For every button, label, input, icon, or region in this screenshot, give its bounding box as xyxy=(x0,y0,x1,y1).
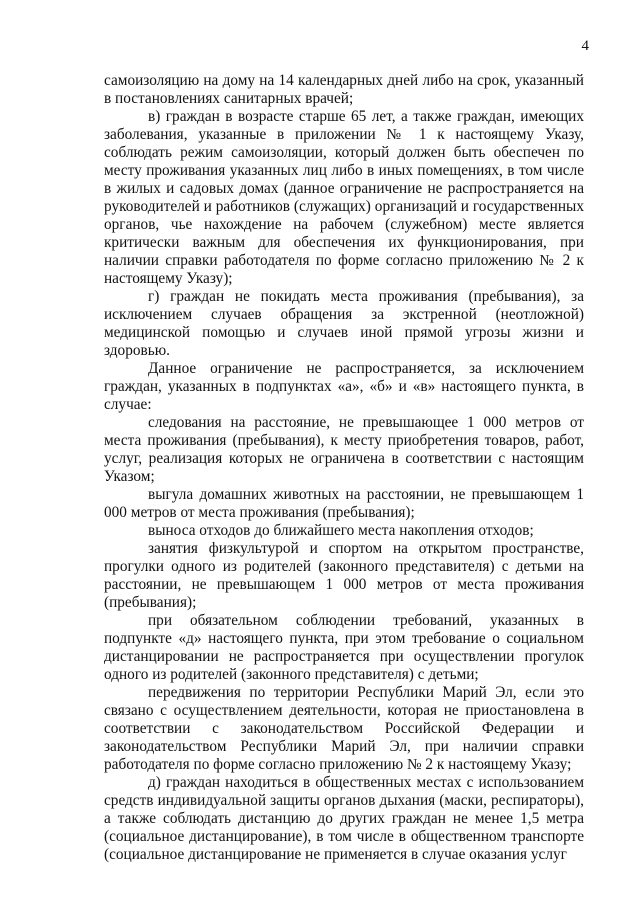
document-body xyxy=(104,72,584,864)
paragraph: следования на расстояние, не превышающее 1 000 метров от места проживания (пребывания), к месту приобретения товаров, работ, услуг, реализация которых не ограничена в соответствии с настоящим Указом; xyxy=(104,414,584,485)
paragraph: д) граждан находиться в общественных местах с использованием средств индивидуальной защиты органов дыхания (маски, респираторы), а также соблюдать дистанцию до других граждан не менее 1,5 метра (социальное дистанцирование), в том числе в общественном транспорте (социальное дистанцирование не применяется в случае оказания услуг xyxy=(104,774,584,863)
paragraph: выгула домашних животных на расстоянии, не превышающем 1 000 метров от места проживания (пребывания); xyxy=(104,486,584,521)
paragraph: при обязательном соблюдении требований, указанных в подпункте «д» настоящего пункта, при этом требование о социальном дистанцировании не распространяется при осуществлении прогулок одного из родителей (законного представителя) с детьми; xyxy=(104,612,584,683)
paragraph: выноса отходов до ближайшего места накопления отходов; xyxy=(148,522,534,539)
paragraph: занятия физкультурой и спортом на открытом пространстве, прогулки одного из родителей (законного представителя) с детьми на расстоянии, не превышающем 1 000 метров от места проживания (пребывания); xyxy=(104,540,584,611)
paragraph: г) граждан не покидать места проживания (пребывания), за исключением случаев обращения за экстренной (неотложной) медицинской помощью и случаев иной прямой угрозы жизни и здоровью. xyxy=(104,288,584,359)
paragraph: самоизоляцию на дому на 14 календарных дней либо на срок, указанный в постановлениях санитарных врачей; xyxy=(104,72,584,107)
page-number: 4 xyxy=(581,38,589,54)
paragraph: Данное ограничение не распространяется, за исключением граждан, указанных в подпунктах «а», «б» и «в» настоящего пункта, в случае: xyxy=(104,360,584,413)
paragraph: в) граждан в возрасте старше 65 лет, а также граждан, имеющих заболевания, указанные в приложении № 1 к настоящему Указу, соблюдать режим самоизоляции, который должен быть обеспечен по месту проживания указанных лиц либо в иных помещениях, в том числе в жилых и садовых домах (данное ограничение не распространяется на руководителей и работников (служащих) организаций и государственных органов, чье нахождение на рабочем (служебном) месте является критически важным для обеспечения их функционирования, при наличии справки работодателя по форме согласно приложению № 2 к настоящему Указу); xyxy=(104,108,584,287)
paragraph: передвижения по территории Республики Марий Эл, если это связано с осуществлением деятельности, которая не приостановлена в соответствии с законодательством Российской Федерации и законодательством Республики Марий Эл, при наличии справки работодателя по форме согласно приложению № 2 к настоящему Указу; xyxy=(104,684,584,773)
